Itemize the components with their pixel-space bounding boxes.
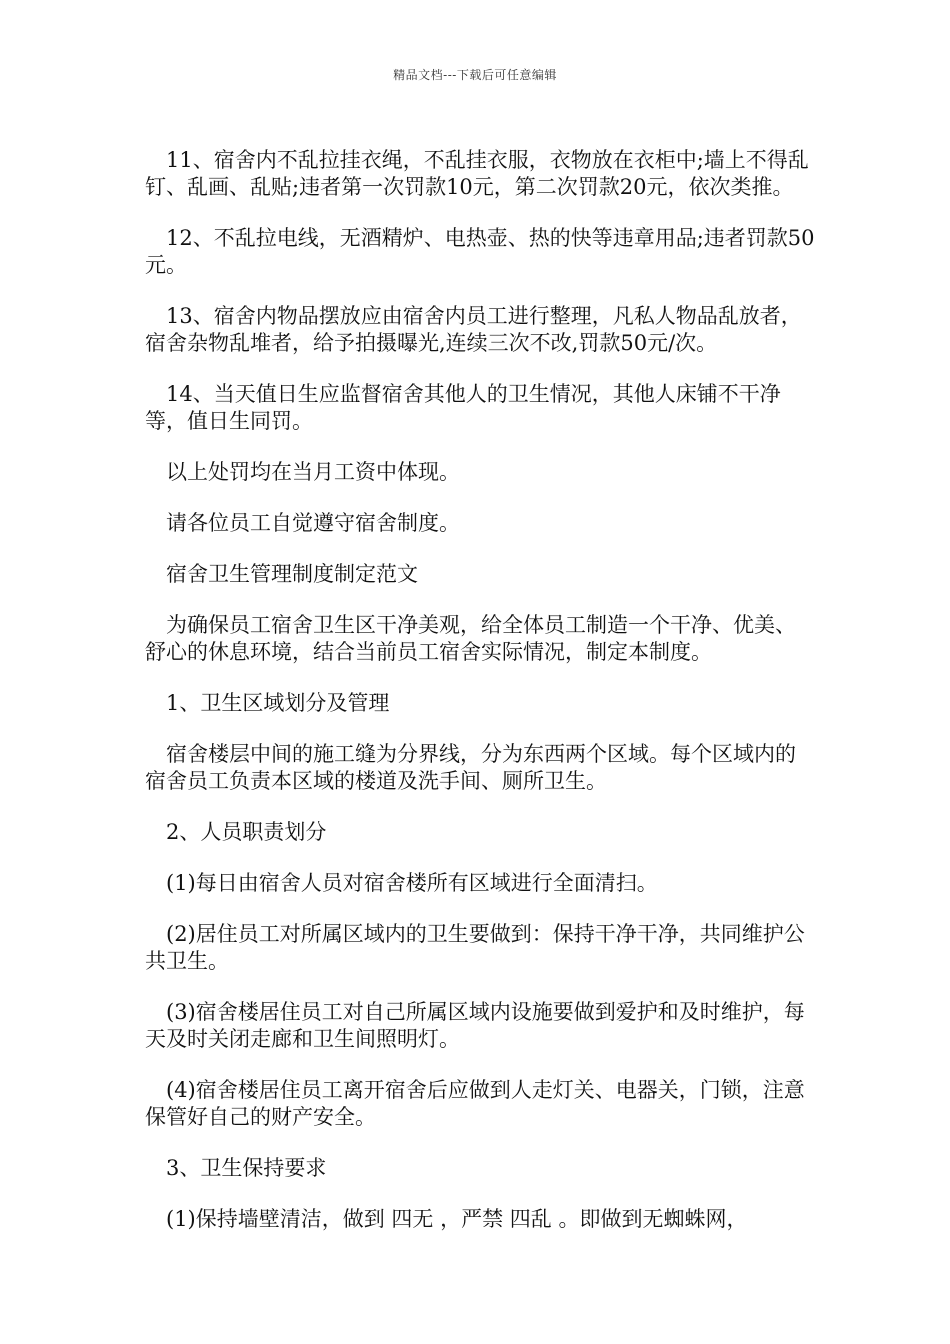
heading-duties: 2、人员职责划分 [166,820,327,844]
paragraph-rule-12: 12、不乱拉电线，无酒精炉、电热壶、热的快等违章用品;违者罚款50元。 [145,226,815,277]
heading-hygiene-requirements: 3、卫生保持要求 [166,1156,327,1180]
paragraph-rule-11: 11、宿舍内不乱拉挂衣绳，不乱挂衣服，衣物放在衣柜中;墙上不得乱钉、乱画、乱贴;违者第一次罚款10元，第二次罚款20元，依次类推。 [145,148,809,199]
heading-area-division: 1、卫生区域划分及管理 [166,691,390,715]
document-body [145,147,815,1257]
paragraph-rule-14: 14、当天值日生应监督宿舍其他人的卫生情况，其他人床铺不干净等，值日生同罚。 [145,382,781,433]
paragraph-requirement-1: (1)保持墙壁清洁，做到 四无 ，严禁 四乱 。即做到无蜘蛛网， [166,1207,748,1231]
paragraph-intro: 为确保员工宿舍卫生区干净美观，给全体员工制造一个干净、优美、舒心的休息环境，结合当前员工宿舍实际情况，制定本制度。 [145,613,796,664]
paragraph-duty-3: (3)宿舍楼居住员工对自己所属区域内设施要做到爱护和及时维护，每天及时关闭走廊和卫生间照明灯。 [145,1000,805,1051]
paragraph-duty-1: (1)每日由宿舍人员对宿舍楼所有区域进行全面清扫。 [166,871,658,895]
page-header: 精品文档---下载后可任意编辑 [393,68,557,82]
paragraph-compliance-note: 请各位员工自觉遵守宿舍制度。 [166,511,460,535]
section-title: 宿舍卫生管理制度制定范文 [166,562,418,586]
paragraph-penalty-note: 以上处罚均在当月工资中体现。 [166,460,460,484]
paragraph-rule-13: 13、宿舍内物品摆放应由宿舍内员工进行整理，凡私人物品乱放者，宿舍杂物乱堆者，给予拍摄曝光,连续三次不改,罚款50元/次。 [145,304,802,355]
paragraph-area-division: 宿舍楼层中间的施工缝为分界线，分为东西两个区域。每个区域内的宿舍员工负责本区域的楼道及洗手间、厕所卫生。 [145,742,796,793]
paragraph-duty-2: (2)居住员工对所属区域内的卫生要做到：保持干净干净，共同维护公共卫生。 [145,922,805,973]
paragraph-duty-4: (4)宿舍楼居住员工离开宿舍后应做到人走灯关、电器关，门锁，注意保管好自己的财产安全。 [145,1078,805,1129]
